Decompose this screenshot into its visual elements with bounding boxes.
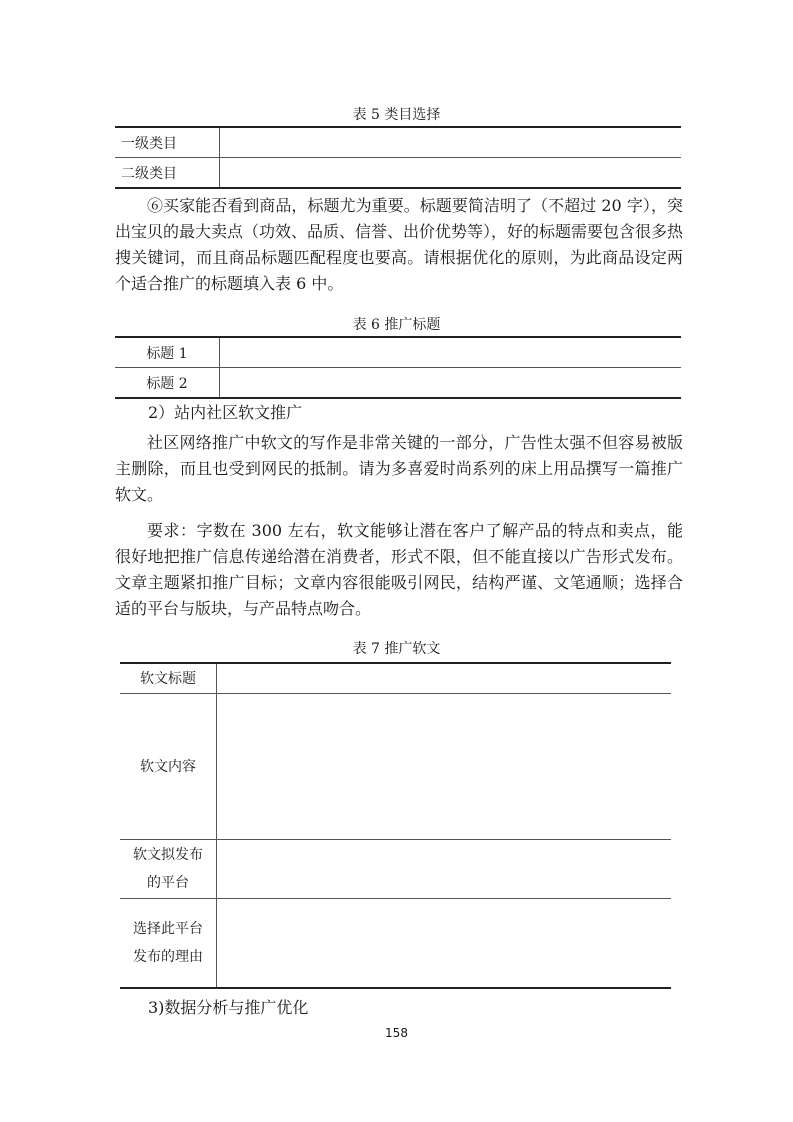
table5-label-secondary-category: 二级类目	[115, 158, 220, 189]
table6-caption: 表 6 推广标题	[352, 317, 441, 333]
table-row	[115, 337, 681, 368]
table-row	[115, 127, 681, 158]
table-row	[120, 899, 671, 989]
table-row	[120, 840, 671, 899]
table-row	[115, 158, 681, 189]
page-number: 158	[385, 1026, 408, 1040]
table7-label-line: 的平台	[147, 875, 189, 891]
table6-label-title-2: 标题 2	[115, 368, 220, 399]
table7-caption: 表 7 推广软文	[352, 641, 441, 657]
table7-label-line: 软文拟发布	[133, 847, 203, 863]
table6-label-title-1: 标题 1	[115, 337, 220, 368]
table-row	[120, 663, 671, 694]
table-row	[115, 368, 681, 399]
table7-value-article-title[interactable]	[217, 663, 672, 694]
paragraph-soft-article-intro: 社区网络推广中软文的写作是非常关键的一部分，广告性太强不但容易被版主删除，而且也受到网民的抵制。请为多喜爱时尚系列的床上用品撰写一篇推广软文。	[115, 433, 683, 504]
table7-value-publish-platform[interactable]	[217, 840, 672, 899]
table7-label-article-title	[120, 663, 217, 694]
table6-promotion-titles	[115, 336, 681, 399]
table7-label-platform-reason	[120, 899, 217, 989]
section-heading-community-promotion: 2）站内社区软文推广	[148, 403, 303, 422]
table6-value-title-2[interactable]	[220, 368, 682, 399]
table7-label-line: 软文标题	[140, 670, 196, 687]
table6-value-title-1[interactable]	[220, 337, 682, 368]
table7-label-publish-platform	[120, 840, 217, 899]
table-row	[120, 694, 671, 840]
table5-value-secondary-category[interactable]	[220, 158, 682, 189]
table7-label-article-content	[120, 694, 217, 840]
table7-value-platform-reason[interactable]	[217, 899, 672, 989]
table7-label-line: 发布的理由	[133, 949, 203, 965]
paragraph-title-instructions: ⑥买家能否看到商品，标题尤为重要。标题要简洁明了（不超过 20 字），突出宝贝的最大卖点（功效、品质、信誉、出价优势等），好的标题需要包含很多热搜关键词，而且商品标题匹配程度也要高。请根据优化的原则，为此商品设定两个适合推广的标题填入表 6 中。	[115, 196, 684, 293]
table5-category-selection	[115, 126, 681, 189]
table5-label-primary-category: 一级类目	[115, 127, 220, 158]
table7-soft-article	[120, 662, 671, 989]
section-heading-data-analysis: 3)数据分析与推广优化	[148, 998, 309, 1017]
table7-label-line: 软文内容	[140, 758, 196, 775]
table5-caption: 表 5 类目选择	[352, 107, 441, 123]
table7-label-line: 选择此平台	[133, 921, 203, 937]
paragraph-soft-article-requirements: 要求：字数在 300 左右，软文能够让潜在客户了解产品的特点和卖点，能很好地把推广信息传递给潜在消费者，形式不限，但不能直接以广告形式发布。文章主题紧扣推广目标；文章内容很能吸引网民，结构严谨、文笔通顺；选择合适的平台与版块，与产品特点吻合。	[115, 521, 683, 618]
table7-value-article-content[interactable]	[217, 694, 672, 840]
table5-value-primary-category[interactable]	[220, 127, 682, 158]
